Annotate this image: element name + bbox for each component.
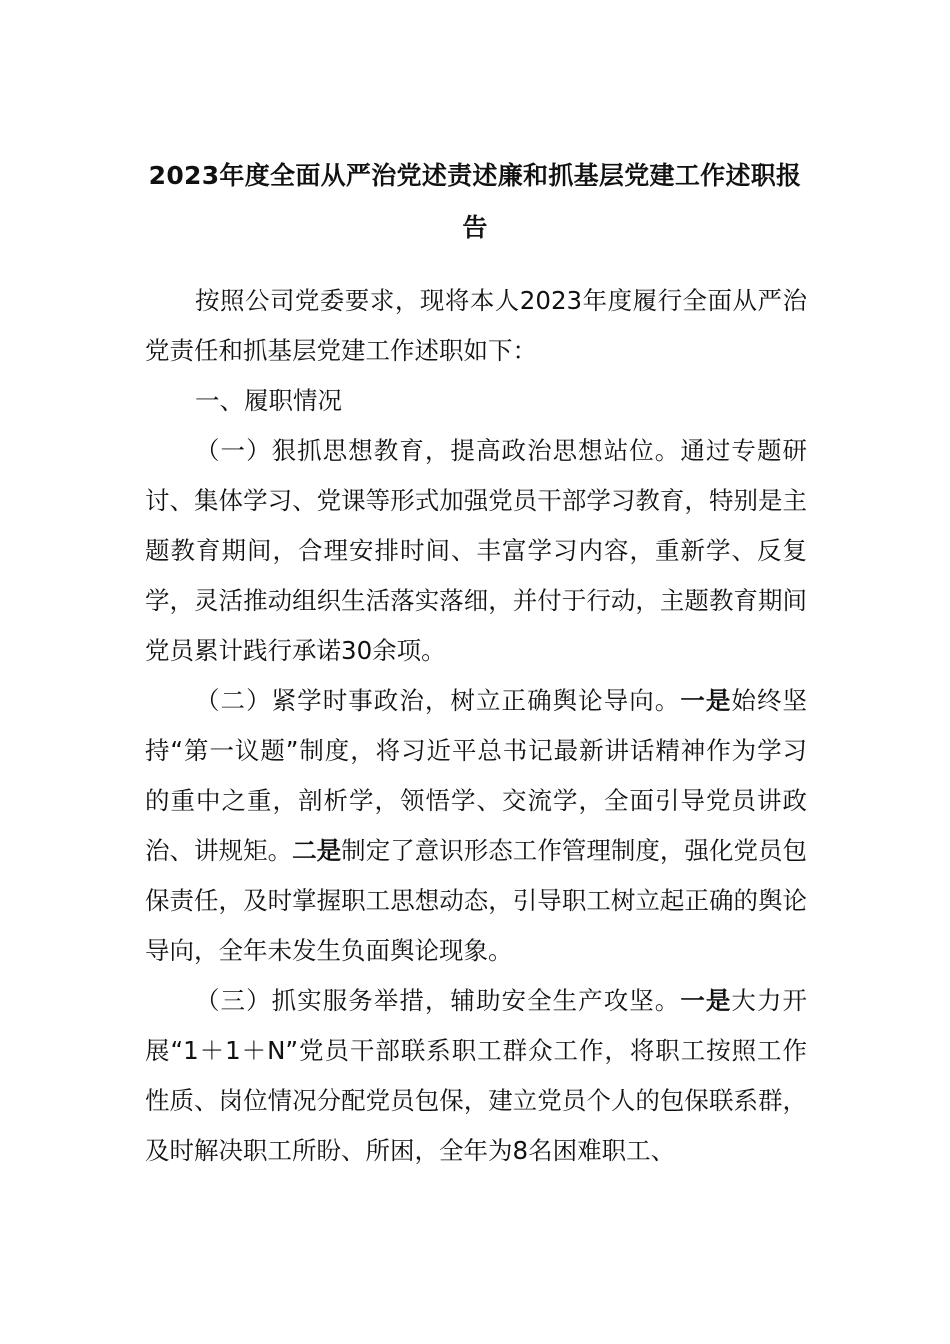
- item-2-text-1: 始终坚持“第一议题”制度，将习近平总书记最新讲话精神作为学习的重中之重，剖析学，领悟学、交流学，全面引导党员讲政治、讲规矩。: [145, 686, 808, 865]
- item-2-marker-2: 二是: [292, 836, 342, 865]
- item-3-lead: （三）抓实服务举措，辅助安全生产攻坚。: [195, 986, 681, 1015]
- intro-paragraph: 按照公司党委要求，现将本人2023年度履行全面从严治党责任和抓基层党建工作述职如下：: [145, 286, 807, 365]
- item-1-paragraph: （一）狠抓思想教育，提高政治思想站位。通过专题研讨、集体学习、党课等形式加强党员干部学习教育，特别是主题教育期间，合理安排时间、丰富学习内容，重新学、反复学，灵活推动组织生活落实落细，并付于行动，主题教育期间党员累计践行承诺30余项。: [145, 436, 807, 665]
- item-3-marker-1: 一是: [680, 986, 732, 1015]
- item-3-text-1: 大力开展“1＋1＋N”党员干部联系职工群众工作，将职工按照工作性质、岗位情况分配党员包保，建立党员个人的包保联系群，及时解决职工所盼、所困，全年为8名困难职工、: [145, 986, 808, 1165]
- document-body: [145, 276, 807, 1176]
- item-2-text-2: 制定了意识形态工作管理制度，强化党员包保责任，及时掌握职工思想动态，引导职工树立起正确的舆论导向，全年未发生负面舆论现象。: [145, 836, 808, 965]
- section-heading: 一、履职情况: [195, 386, 342, 415]
- item-2-paragraph: [145, 676, 807, 976]
- document-title: 2023年度全面从严治党述责述廉和抓基层党建工作述职报告: [148, 161, 802, 242]
- item-2-marker-1: 一是: [680, 686, 732, 715]
- item-2-lead: （二）紧学时事政治，树立正确舆论导向。: [195, 686, 681, 715]
- item-3-paragraph: [145, 976, 807, 1176]
